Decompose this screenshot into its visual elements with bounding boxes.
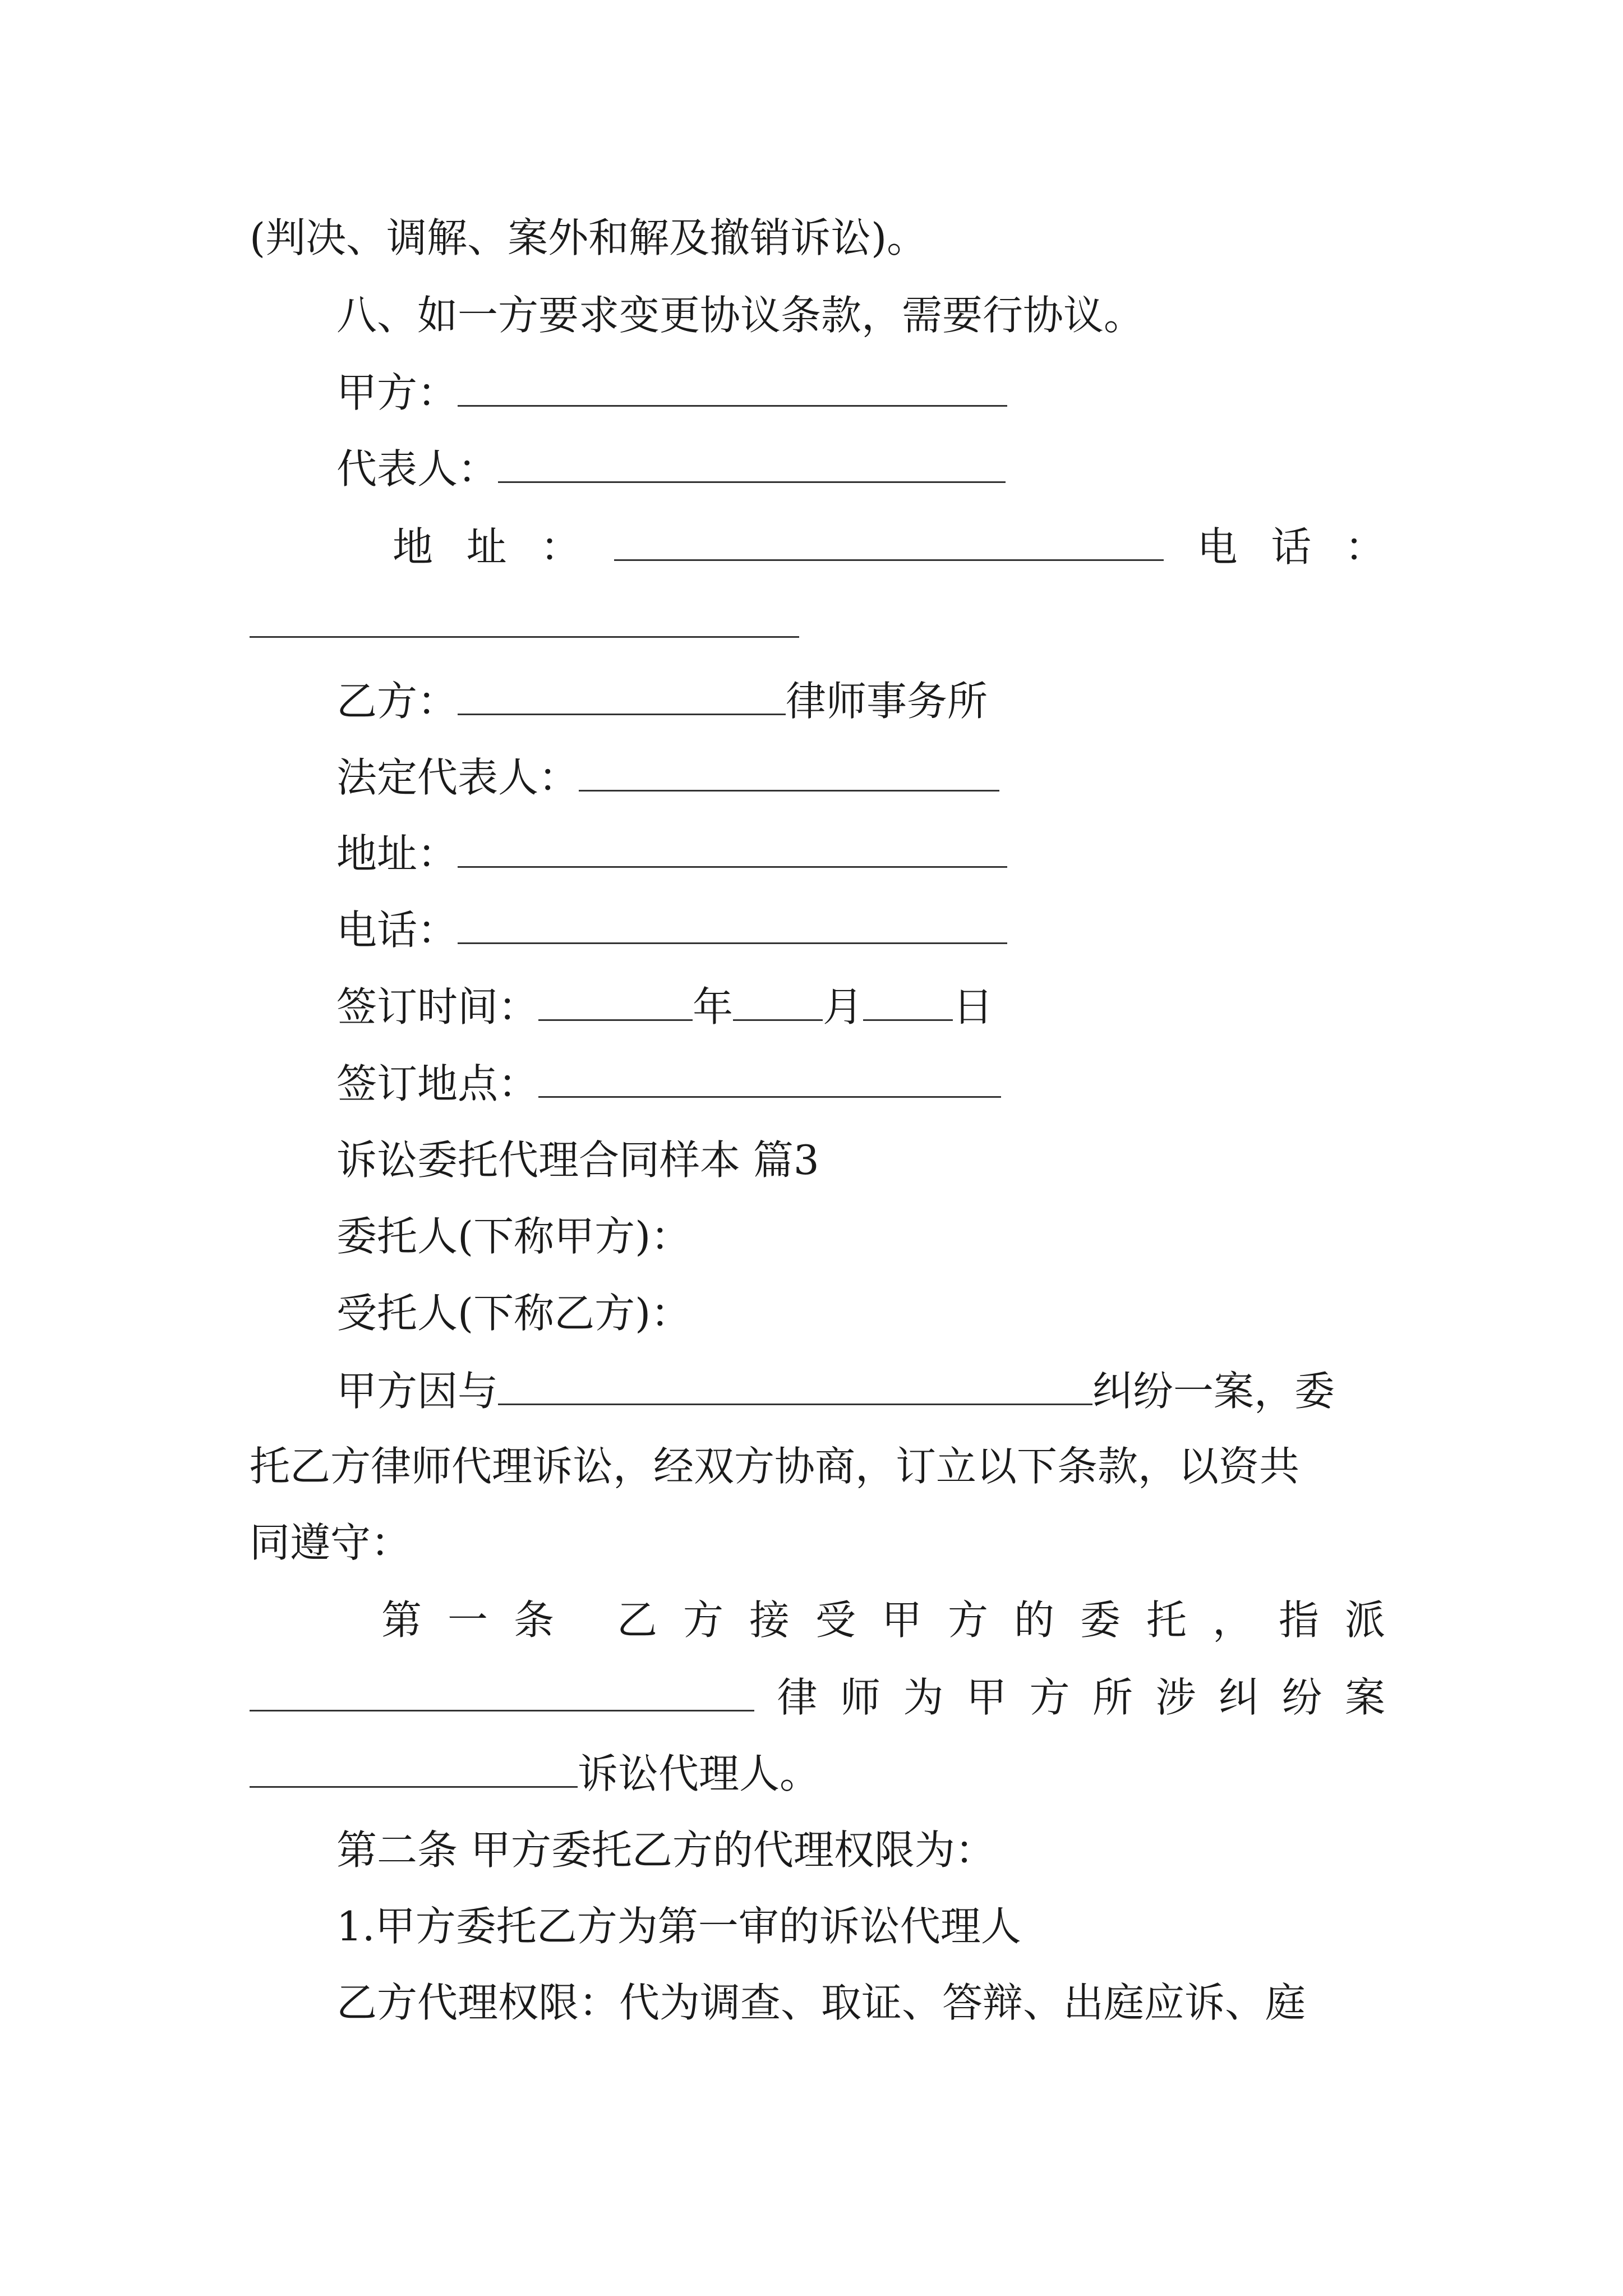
article-char: 条: [514, 1596, 555, 1644]
address-char: 地: [393, 523, 434, 570]
party-b-blank: [458, 673, 786, 715]
sign-place-label: 签订地点：: [336, 1060, 539, 1107]
sign-time-row: [336, 979, 993, 1034]
party-b-label: 乙方：: [336, 678, 458, 725]
sign-place-row: [336, 1056, 1001, 1111]
party-b-row: [336, 673, 988, 728]
lawyer-name-blank: [250, 1669, 754, 1711]
article-char: 所: [1092, 1674, 1133, 1721]
article-char: 的: [1013, 1596, 1054, 1644]
party-b-suffix: 律师事务所: [786, 678, 988, 725]
article-char: 乙: [616, 1596, 657, 1644]
address-char: ：: [540, 523, 581, 570]
phone2-row: [336, 902, 1007, 957]
article-char: 一: [448, 1596, 488, 1644]
article-char: 纷: [1281, 1674, 1322, 1721]
phone-char: ：: [1344, 523, 1385, 570]
party-a-blank: [458, 365, 1007, 407]
paragraph-line: 托乙方律师代理诉讼，经双方协商，订立以下条款，以资共: [250, 1443, 1300, 1490]
representative-row: [336, 441, 1006, 496]
article-char: 方: [1029, 1674, 1070, 1721]
p1-suffix: 纠纷一案，委: [1092, 1368, 1335, 1415]
address2-label: 地址：: [336, 830, 458, 877]
article-char: 第: [381, 1596, 422, 1644]
text-line: (判决、调解、案外和解及撤销诉讼)。: [250, 214, 928, 261]
phone-char: 电: [1197, 523, 1238, 570]
article-char: 案: [1344, 1674, 1385, 1721]
address-blank: [614, 519, 1164, 561]
phone2-label: 电话：: [336, 907, 458, 954]
representative-label: 代表人：: [336, 445, 499, 493]
agent-line: 受托人(下称乙方)：: [336, 1290, 691, 1337]
article-char: 委: [1080, 1596, 1121, 1644]
article-1-suffix: 诉讼代理人。: [578, 1750, 820, 1797]
sign-place-blank: [538, 1056, 1001, 1098]
article-char: 师: [840, 1674, 880, 1721]
article-char: 涉: [1155, 1674, 1196, 1721]
article-char: 为: [903, 1674, 944, 1721]
article-char: 方: [947, 1596, 988, 1644]
article-char: 方: [683, 1596, 723, 1644]
article-char: 指: [1278, 1596, 1319, 1644]
article-2-line: 第二条 甲方委托乙方的代理权限为：: [336, 1826, 995, 1874]
article-1-line3: [250, 1746, 820, 1801]
case-blank: [250, 1746, 578, 1788]
phone-blank-row: [250, 596, 799, 651]
party-a-label: 甲方：: [336, 369, 458, 416]
powers-line: 乙方代理权限：代为调查、取证、答辩、出庭应诉、庭: [336, 1979, 1306, 2026]
article-char: 甲: [881, 1596, 922, 1644]
sign-time-label: 签订时间：: [336, 983, 539, 1030]
article-1-line2: [250, 1669, 1385, 1724]
address2-blank: [458, 826, 1007, 868]
paragraph-line: [336, 1363, 1335, 1418]
phone-char: 话: [1271, 523, 1312, 570]
year-label: 年: [693, 983, 734, 1030]
party-a-row: [336, 365, 1007, 420]
article-char: 接: [749, 1596, 790, 1644]
paragraph-line: 同遵守：: [250, 1519, 412, 1566]
year-blank: [538, 979, 693, 1021]
phone-blank: [250, 596, 799, 638]
article-char: ，: [1212, 1596, 1253, 1644]
article-char: 纠: [1218, 1674, 1259, 1721]
address-phone-row: [393, 519, 1385, 574]
item-1-line: 1.甲方委托乙方为第一审的诉讼代理人: [336, 1903, 1021, 1950]
article-char: 托: [1146, 1596, 1187, 1644]
article-char: 派: [1344, 1596, 1385, 1644]
phone2-blank: [458, 902, 1007, 944]
article-1-line: [381, 1593, 1385, 1647]
legal-rep-blank: [579, 749, 999, 792]
day-label: 日: [953, 983, 994, 1030]
address-char: 址: [466, 523, 507, 570]
p1-prefix: 甲方因与: [336, 1368, 499, 1415]
address2-row: [336, 826, 1007, 881]
month-label: 月: [823, 983, 864, 1030]
client-line: 委托人(下称甲方)：: [336, 1213, 691, 1260]
day-blank: [863, 979, 953, 1021]
representative-blank: [498, 441, 1006, 483]
month-blank: [733, 979, 823, 1021]
legal-rep-label: 法定代表人：: [336, 754, 579, 801]
section-title: 诉讼委托代理合同样本 篇3: [336, 1137, 819, 1184]
article-char: 律: [777, 1674, 818, 1721]
legal-rep-row: [336, 749, 999, 804]
text-line: 八、如一方要求变更协议条款，需要行协议。: [336, 292, 1145, 339]
dispute-party-blank: [498, 1363, 1092, 1405]
article-char: 受: [815, 1596, 856, 1644]
article-char: 甲: [966, 1674, 1007, 1721]
